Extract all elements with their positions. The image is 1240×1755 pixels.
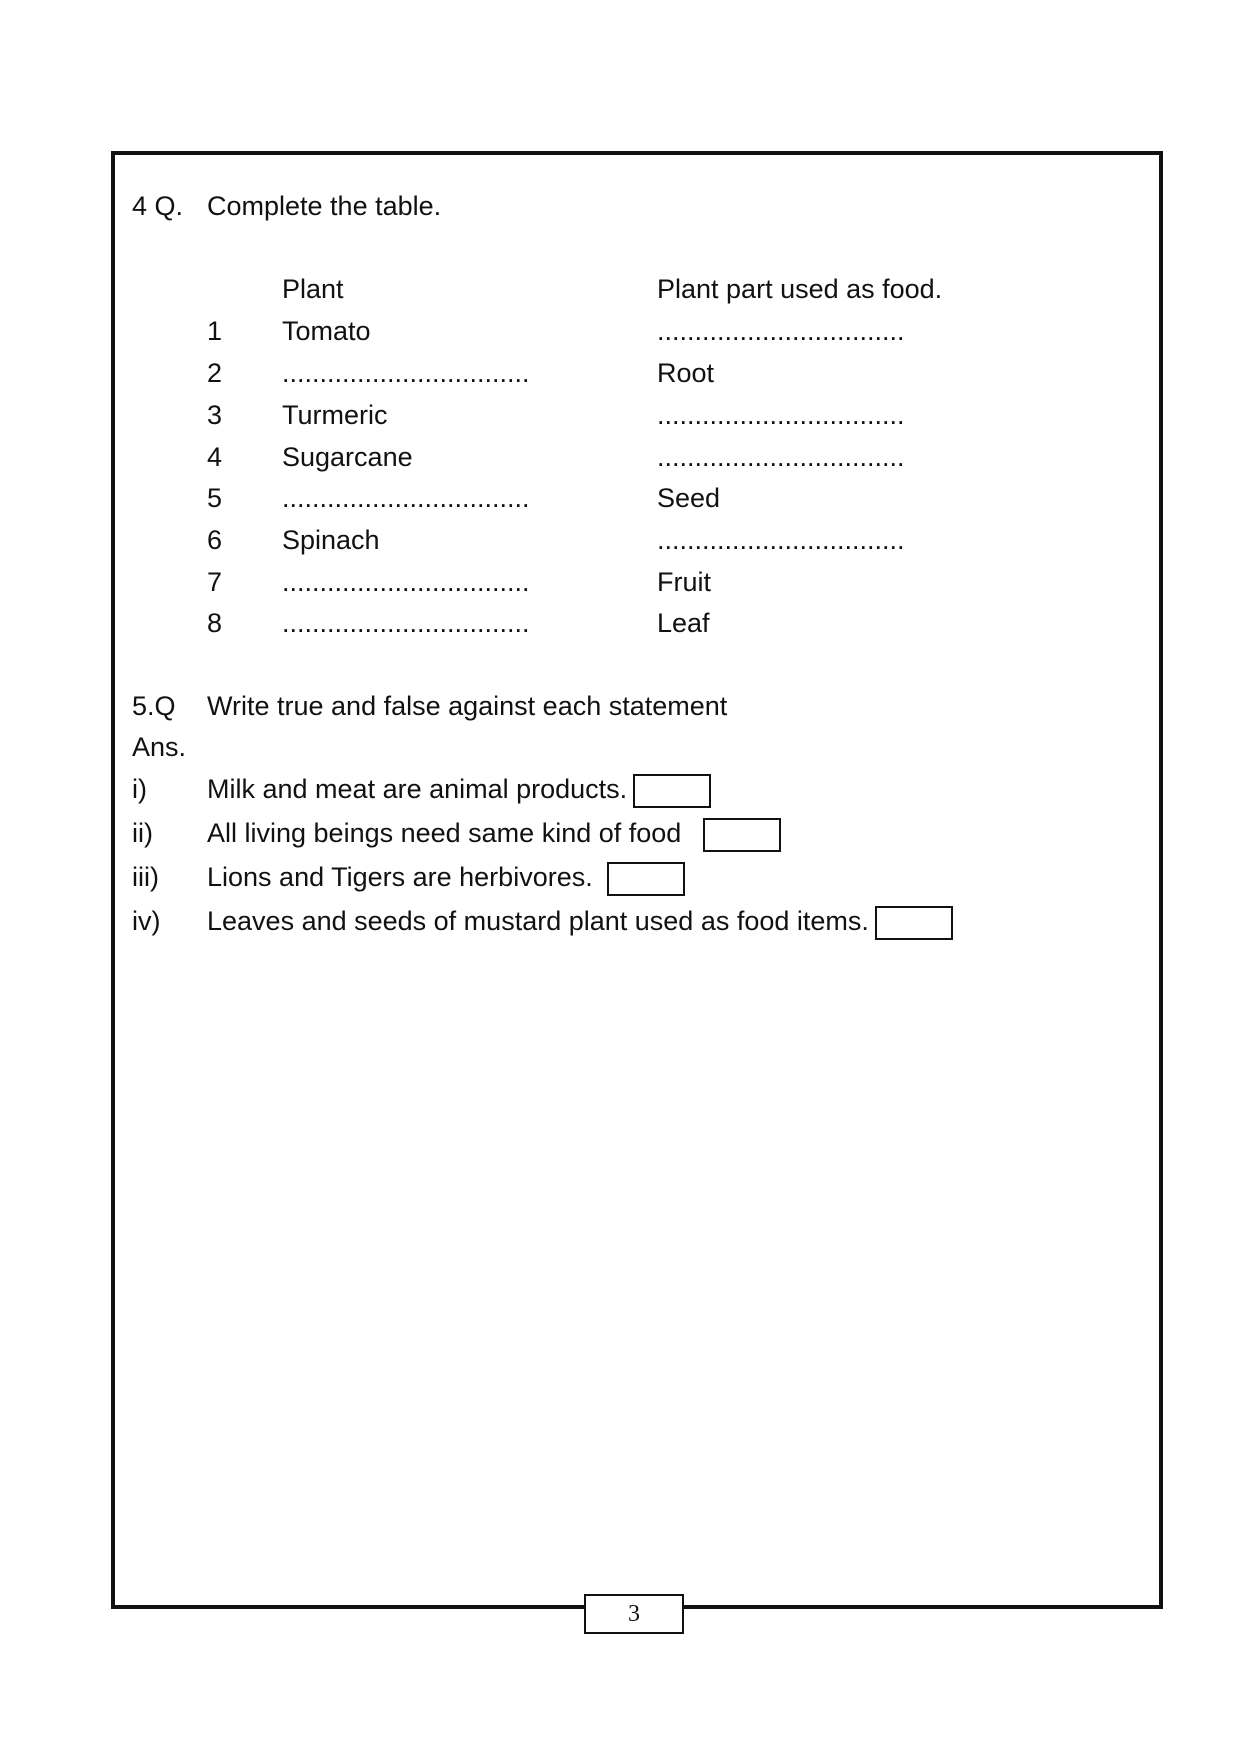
row-plant: Tomato <box>282 316 371 346</box>
row-plant-part: ................................. <box>657 400 905 430</box>
col-header-plant-part: Plant part used as food. <box>657 274 943 304</box>
statement-text: Leaves and seeds of mustard plant used as food items. <box>207 906 869 936</box>
statement-label: ii) <box>132 818 153 848</box>
answer-box[interactable] <box>607 862 685 896</box>
row-plant: ................................. <box>282 483 530 513</box>
row-plant: ................................. <box>282 608 530 638</box>
row-plant-part: Seed <box>657 483 721 513</box>
row-number: 2 <box>207 358 223 388</box>
statement-label: i) <box>132 774 147 804</box>
row-number: 7 <box>207 567 223 597</box>
row-plant-part: Root <box>657 358 715 388</box>
statement-label: iii) <box>132 862 159 892</box>
q5-title: Write true and false against each statement <box>207 691 728 721</box>
answer-box[interactable] <box>703 818 781 852</box>
row-plant-part: ................................. <box>657 442 905 472</box>
row-number: 5 <box>207 483 223 513</box>
row-plant: ................................. <box>282 567 530 597</box>
row-plant: ................................. <box>282 358 530 388</box>
statement-text: Milk and meat are animal products. <box>207 774 628 804</box>
row-plant-part: ................................. <box>657 316 905 346</box>
row-number: 3 <box>207 400 223 430</box>
q5-number: 5.Q <box>132 691 176 721</box>
answer-box[interactable] <box>633 774 711 808</box>
row-number: 6 <box>207 525 223 555</box>
row-plant-part: ................................. <box>657 525 905 555</box>
statement-text: All living beings need same kind of food <box>207 818 682 848</box>
q4-title: Complete the table. <box>207 191 442 221</box>
row-plant: Sugarcane <box>282 442 413 472</box>
row-number: 8 <box>207 608 223 638</box>
row-number: 1 <box>207 316 223 346</box>
row-plant-part: Fruit <box>657 567 711 597</box>
statement-text: Lions and Tigers are herbivores. <box>207 862 593 892</box>
statement-label: iv) <box>132 906 161 936</box>
page-number: 3 <box>584 1594 684 1634</box>
row-plant: Spinach <box>282 525 380 555</box>
answer-box[interactable] <box>875 906 953 940</box>
row-plant-part: Leaf <box>657 608 710 638</box>
col-header-plant: Plant <box>282 274 344 304</box>
row-number: 4 <box>207 442 223 472</box>
answer-label: Ans. <box>132 732 187 762</box>
q4-number: 4 Q. <box>132 191 184 221</box>
row-plant: Turmeric <box>282 400 388 430</box>
